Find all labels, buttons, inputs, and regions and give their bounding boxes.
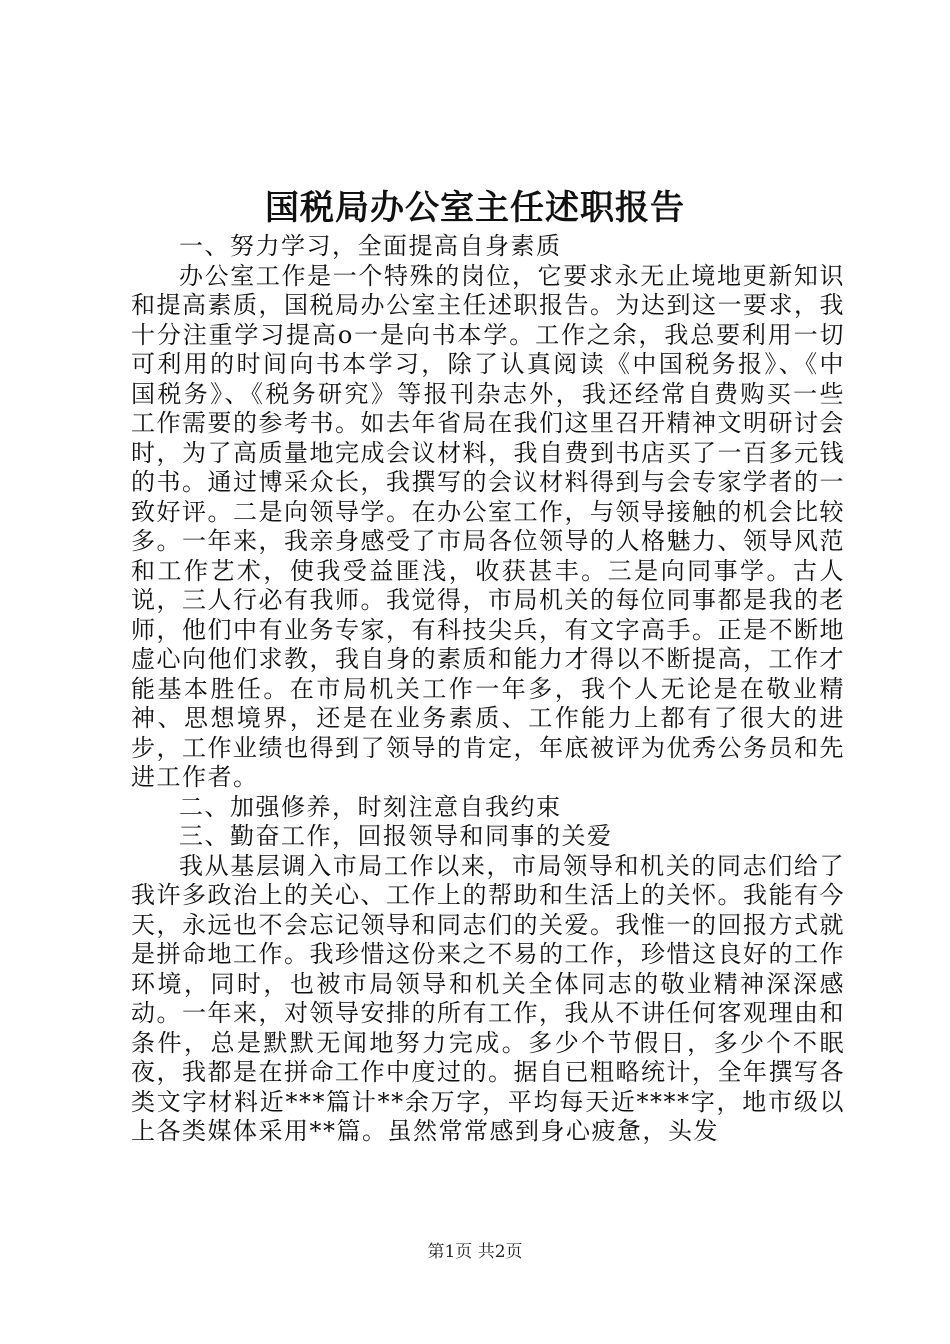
section-heading-3: 三、勤奋工作，回报领导和同事的关爱: [179, 822, 613, 850]
paragraph-1: 办公室工作是一个特殊的岗位，它要求永无止境地更新知识和提高素质，国税局办公室主任述职报告。为达到这一要求，我十分注重学习提高o一是向书本学。工作之余，我总要利用一切可利用的时间向书本学习，除了认真阅读《中国税务报》、《中国税务》、《税务研究》等报刊杂志外，我还经常自费购买一些工作需要的参考书。如去年省局在我们这里召开精神文明研讨会时，为了高质量地完成会议材料，我自费到书店买了一百多元钱的书。通过博采众长，我撰写的会议材料得到与会专家学者的一致好评。二是向领导学。在办公室工作，与领导接触的机会比较多。一年来，我亲身感受了市局各位领导的人格魅力、领导风范和工作艺术，使我受益匪浅，收获甚丰。三是向同事学。古人说，三人行必有我师。我觉得，市局机关的每位同事都是我的老师，他们中有业务专家，有科技尖兵，有文字高手。正是不断地虚心向他们求教，我自身的素质和能力才得以不断提高，工作才能基本胜任。在市局机关工作一年多，我个人无论是在敬业精神、思想境界，还是在业务素质、工作能力上都有了很大的进步，工作业绩也得到了领导的肯定，年底被评为优秀公务员和先进工作者。: [131, 261, 845, 791]
document-body: [131, 232, 845, 1147]
document-title: 国税局办公室主任述职报告: [265, 188, 685, 228]
section-heading-2: 二、加强修养，时刻注意自我约束: [179, 792, 562, 821]
paragraph-2: 我从基层调入市局工作以来，市局领导和机关的同志们给了我许多政治上的关心、工作上的帮助和生活上的关怀。我能有今天，永远也不会忘记领导和同志们的关爱。我惟一的回报方式就是拼命地工作。我珍惜这份来之不易的工作，珍惜这良好的工作环境，同时，也被市局领导和机关全体同志的敬业精神深深感动。一年来，对领导安排的所有工作，我从不讲任何客观理由和条件，总是默默无闻地努力完成。多少个节假日，多少个不眠夜，我都是在拼命工作中度过的。据自已粗略统计，全年撰写各类文字材料近***篇计**余万字，平均每天近****字，地市级以上各类媒体采用**篇。虽然常常感到身心疲惫，头发: [131, 851, 845, 1145]
page-number-footer: 第1页 共2页: [427, 1242, 523, 1262]
section-heading-1: 一、努力学习，全面提高自身素质: [179, 232, 562, 260]
